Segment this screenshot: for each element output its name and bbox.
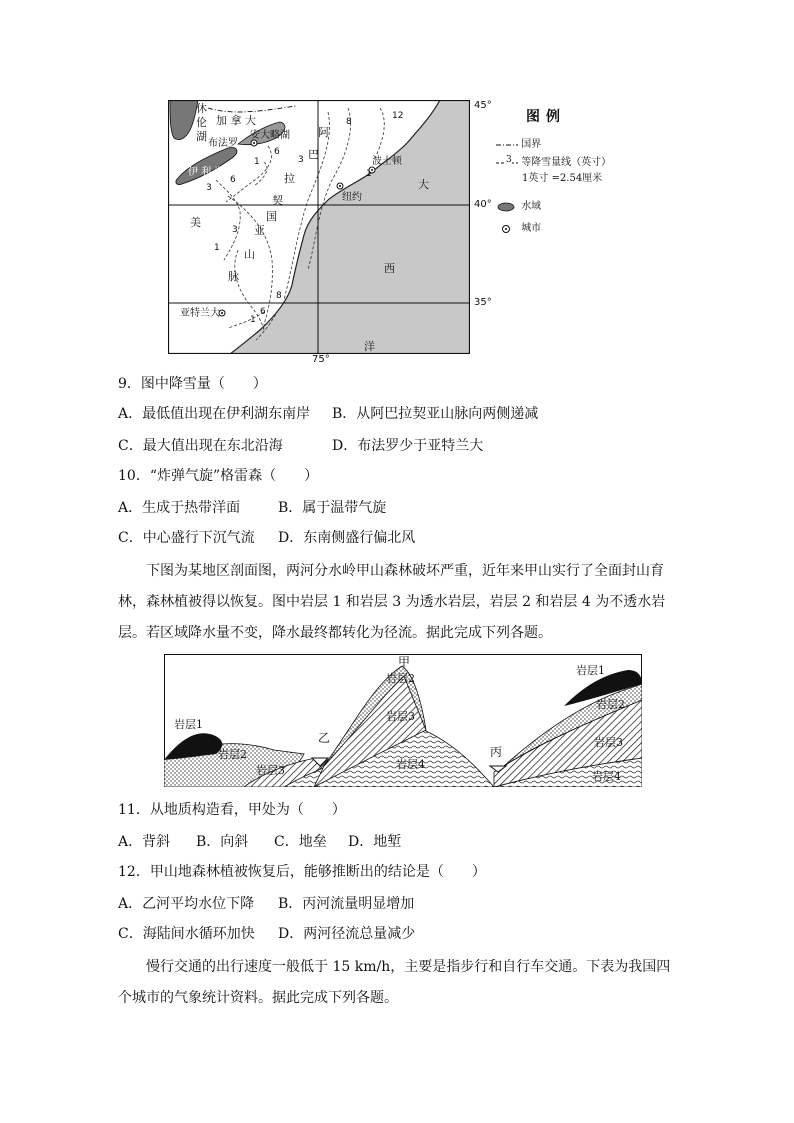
lon-75: 75° (312, 354, 330, 365)
geologic-section-diagram (164, 654, 642, 787)
label-layer3-left: 岩层3 (256, 764, 285, 777)
q10-option-c[interactable]: C．中心盛行下沉气流 (118, 530, 255, 546)
label-ya: 亚 (254, 224, 265, 237)
label-layer2-top: 岩层2 (386, 672, 415, 685)
label-mai: 脉 (228, 270, 239, 283)
label-canada: 加 拿 大 (216, 114, 256, 127)
isoline-num: 6 (230, 175, 236, 185)
water-icon (496, 202, 518, 212)
q9-options-row1 (118, 404, 538, 424)
isoline-num: 3 (232, 225, 238, 235)
q12-option-c[interactable]: C．海陆间水循环加快 (118, 926, 255, 942)
legend-city: 城市 (521, 223, 542, 234)
q9-option-a[interactable]: A．最低值出现在伊利湖东南岸 (118, 406, 311, 422)
label-usa: 美 (190, 216, 201, 229)
q11-options-row (118, 832, 401, 852)
isoline-num: 3 (298, 155, 304, 165)
intro-paragraph-3 (118, 952, 678, 1014)
lat-40: 40° (474, 199, 492, 210)
label-layer2-left: 岩层2 (218, 748, 247, 761)
q10-options-row2 (118, 528, 415, 548)
intro-paragraph-2 (118, 556, 678, 649)
isoline-num: 1 (366, 169, 372, 179)
q10-option-a[interactable]: A．生成于热带洋面 (118, 500, 241, 516)
label-newyork: 纽约 (342, 192, 362, 203)
label-layer3-right: 岩层3 (594, 736, 623, 749)
q12-option-b[interactable]: B．丙河流量明显增加 (278, 896, 415, 912)
label-atlanta: 亚特兰大 (180, 308, 220, 319)
label-ocean-yang: 洋 (364, 340, 375, 353)
intro-2-text: 下图为某地区剖面图，两河分水岭甲山森林破坏严重，近年来甲山实行了全面封山育林，森林植被得以恢复。图中岩层 1 和岩层 3 为透水岩层，岩层 2 和岩层 4 为不透水岩层。若区域降水量不变，降水最终都转化为径流。据此完成下列各题。 (118, 563, 666, 641)
isoline-num: 8 (276, 291, 282, 301)
label-boston: 波士顿 (372, 156, 402, 167)
legend-inch: 1英寸 =2.54厘米 (522, 173, 603, 184)
legend-title: 图例 (526, 109, 566, 125)
label-layer4-mid: 岩层4 (396, 758, 425, 771)
q9-option-d[interactable]: D．布法罗少于亚特兰大 (332, 438, 484, 454)
q10-options-row1 (118, 498, 386, 518)
q12-option-d[interactable]: D．两河径流总量减少 (278, 926, 416, 942)
q11-option-c[interactable]: C．地垒 (274, 834, 327, 850)
isoline-num: 8 (346, 117, 352, 127)
lake-huron (170, 100, 198, 140)
isoline-num: 6 (274, 147, 280, 157)
label-huron-3: 湖 (196, 130, 207, 143)
q9-option-c[interactable]: C．最大值出现在东北沿海 (118, 438, 283, 454)
isoline-num: 1 (214, 243, 220, 253)
label-bing: 丙 (490, 745, 503, 759)
national-border (208, 106, 296, 112)
label-layer2-right: 岩层2 (596, 698, 625, 711)
label-layer1-right: 岩层1 (576, 664, 605, 677)
label-layer1-left: 岩层1 (174, 718, 203, 731)
label-shan: 山 (244, 248, 255, 261)
q10-stem: 10．“炸弹气旋”格雷森（ ） (118, 468, 319, 484)
label-huron-2: 伦 (196, 116, 207, 129)
label-appalachian-1: 阿 (318, 126, 329, 139)
q12-options-row1 (118, 894, 414, 914)
map-legend (488, 106, 628, 236)
label-appalachian-2: 巴 (308, 148, 319, 161)
q11-option-b[interactable]: B．向斜 (196, 834, 249, 850)
q11-stem: 11．从地质构造看，甲处为（ ） (118, 802, 346, 818)
legend-border: 国界 (521, 139, 542, 150)
label-ocean-da: 大 (418, 178, 429, 191)
label-appalachian-4: 契 (272, 194, 283, 207)
label-jia: 甲 (398, 655, 411, 669)
q12-stem: 12．甲山地森林植被恢复后，能够推断出的结论是（ ） (118, 864, 486, 880)
legend-isoline-num: 3 (506, 155, 512, 165)
q9-options-row2 (118, 436, 483, 456)
isoline-num: 1 (250, 315, 256, 325)
isoline-num: 3 (206, 183, 212, 193)
snowfall-map (168, 100, 470, 354)
label-ocean-xi: 西 (384, 262, 395, 275)
border-line-icon (496, 141, 518, 149)
isoline-num: 1 (254, 157, 260, 167)
label-buffalo: 布法罗 (208, 138, 238, 149)
intro-3-text: 慢行交通的出行速度一般低于 15 km/h，主要是指步行和自行车交通。下表为我国四个城市的气象统计资料。据此完成下列各题。 (118, 959, 671, 1006)
city-icon (496, 224, 518, 234)
label-layer4-right: 岩层4 (592, 770, 621, 783)
q12-option-a[interactable]: A．乙河平均水位下降 (118, 896, 255, 912)
lat-35: 35° (474, 297, 492, 308)
legend-water: 水域 (521, 201, 542, 212)
label-guo: 国 (266, 210, 277, 223)
isoline-num: 12 (392, 111, 404, 121)
q11-option-d[interactable]: D．地堑 (348, 834, 402, 850)
label-ontario: 安大略湖 (250, 130, 290, 141)
lat-45: 45° (474, 100, 492, 111)
q10-option-d[interactable]: D．东南侧盛行偏北风 (278, 530, 416, 546)
legend-isoline: 等降雪量线（英寸） (521, 157, 612, 168)
q12-options-row2 (118, 924, 415, 944)
label-erie: 伊 利 湖 (188, 167, 225, 178)
label-yi: 乙 (318, 731, 331, 745)
label-appalachian-3: 拉 (284, 172, 295, 185)
q11-option-a[interactable]: A．背斜 (118, 834, 171, 850)
isoline-num: 6 (260, 307, 266, 317)
label-huron-1: 休 (196, 102, 207, 115)
q10-option-b[interactable]: B．属于温带气旋 (278, 500, 387, 516)
q9-option-b[interactable]: B．从阿巴拉契亚山脉向两侧递减 (332, 406, 539, 422)
q9-stem: 9．图中降雪量（ ） (118, 376, 267, 392)
label-layer3-mid: 岩层3 (386, 710, 415, 723)
